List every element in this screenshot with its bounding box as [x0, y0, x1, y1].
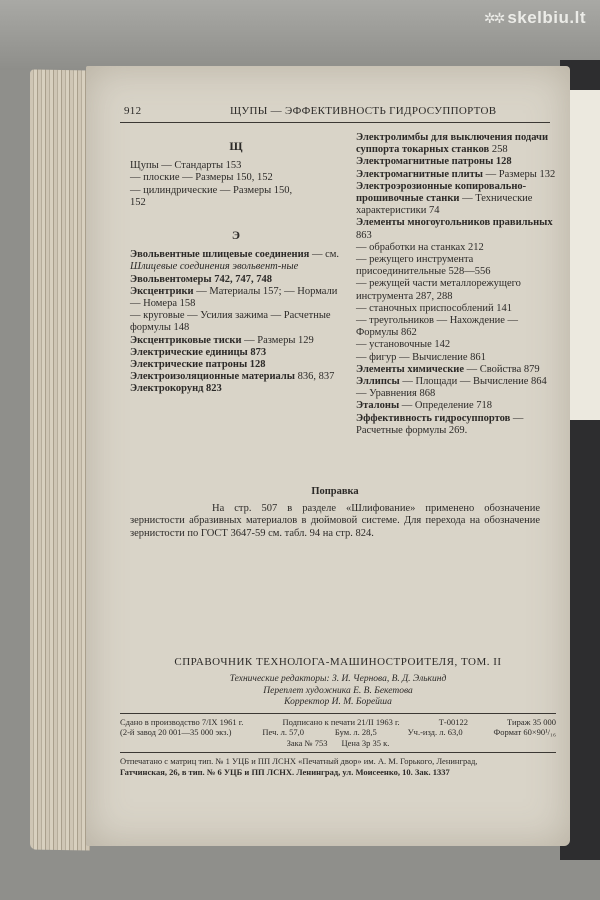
index-entry: Эллипсы — Площади — Вычисление 864	[356, 376, 547, 388]
watermark-dots-icon: ✲✲	[483, 9, 504, 26]
printer-info: Отпечатано с матриц тип. № 1 УЦБ и ПП ЛСНХ «Печатный двор» им. А. М. Горького, Ленинград, Гатчинская, 26, в тип. № 6 УЦБ и ПП ЛСНХ. Ленинград, ул. Моисеенко, 10. Зак. 1337	[120, 756, 478, 777]
index-entry: Электрические патроны 128	[130, 359, 266, 371]
imprint-rule	[120, 713, 556, 714]
section-letter-sh: Щ	[229, 139, 243, 153]
header-rule	[120, 122, 550, 123]
index-entry: Элементы многоугольников правильных 863	[356, 217, 553, 241]
index-entry: Элементы химические — Свойства 879	[356, 363, 540, 375]
index-entry: Эффективность гидросуппортов — Расчетные формулы 269.	[356, 412, 524, 436]
watermark-text: skelbiu.lt	[507, 8, 586, 27]
index-entry: — станочных приспособлений 141	[356, 302, 512, 314]
credit-corrector: Корректор И. М. Борейша	[284, 697, 392, 707]
credit-artist: Переплет художника Е. В. Бекетова	[263, 685, 413, 696]
index-entry: — обработки на станках 212	[356, 241, 484, 253]
index-entry: Щупы — Стандарты 153	[130, 160, 242, 172]
index-entry: — плоские — Размеры 150, 152	[130, 172, 273, 184]
publication-row: Сдано в производство 7/IX 1961 г. Подписано к печати 21/II 1963 г. Т-00122 Тираж 35 000	[120, 716, 556, 727]
index-entry: Эксцентрики — Материалы 157; — Нормали — Номера 158	[130, 285, 338, 310]
erratum-text: На стр. 507 в разделе «Шлифование» применено обозначение зернистости абразивных материалов в дюймовой системе. Для перехода на обозначение зернистости по ГОСТ 3647-59 см. табл. 94 на стр. 824.	[130, 502, 540, 539]
watermark-logo	[484, 8, 586, 28]
imprint-block	[120, 656, 556, 777]
index-entry: Эксцентриковые тиски — Размеры 129	[130, 334, 314, 346]
index-entry: Эвольвентомеры 742, 747, 748	[130, 273, 272, 285]
index-entry: Электрические единицы 873	[130, 346, 267, 358]
page-number: 912	[124, 105, 142, 117]
adjacent-page-fragment	[570, 90, 600, 420]
index-entry: — Уравнения 868	[356, 388, 436, 400]
imprint-rule	[120, 752, 556, 753]
erratum-block	[130, 486, 540, 540]
index-entry: — круговые — Усилия зажима — Расчетные формулы 148	[130, 310, 331, 334]
index-entry: — режущего инструмента присоединительные 528—556	[356, 254, 491, 278]
page-edges	[30, 69, 90, 850]
publication-row: (2-й завод 20 001—35 000 экз.) Печ. л. 57,0 Бум. л. 28,5 Уч.-изд. л. 63,0 Формат 60×90¹/₁₆	[120, 727, 556, 737]
index-entry: Электромагнитные патроны 128	[356, 156, 512, 168]
section-letter-e: Э	[231, 228, 241, 243]
credits	[120, 674, 556, 709]
book-page	[86, 66, 570, 846]
index-column-right	[356, 132, 562, 437]
index-entry: Электролимбы для выключения подачи суппорта токарных станков 258	[356, 132, 549, 156]
index-entry: — установочные 142	[356, 339, 451, 351]
book-title: СПРАВОЧНИК ТЕХНОЛОГА-МАШИНОСТРОИТЕЛЯ, ТОМ. II	[174, 656, 502, 668]
index-entry: Эталоны — Определение 718	[356, 400, 493, 412]
index-entry: — цилиндрические — Размеры 150,	[130, 184, 293, 196]
erratum-title: Поправка	[311, 486, 359, 497]
credit-editors: Технические редакторы: З. И. Чернова, В. Д. Элькинд	[229, 674, 447, 684]
index-entry: Электроизоляционные материалы 836, 837	[130, 371, 335, 383]
index-entry: — режущей части металлорежущего инструмента 287, 288	[356, 278, 521, 302]
publication-row: Зака № 753 Цена 3р 35 к.	[286, 737, 390, 748]
index-entry: Электромагнитные плиты — Размеры 132	[356, 168, 556, 180]
index-entry: — фигур — Вычисление 861	[356, 351, 486, 363]
index-entry: 152	[130, 196, 146, 208]
index-entry: Электрокорунд 823	[130, 383, 222, 395]
index-entry: — треугольников — Нахождение — Формулы 862	[356, 315, 519, 339]
running-title: ЩУПЫ — ЭФФЕКТИВНОСТЬ ГИДРОСУППОРТОВ	[230, 105, 497, 117]
index-entry: Электроэрозионные копировально-прошивочные станки — Технические характеристики 74	[356, 180, 533, 217]
index-entry: Эвольвентные шлицевые соединения — см. Шлицевые соединения эвольвент-ные	[130, 249, 339, 273]
index-column-left	[130, 138, 342, 396]
